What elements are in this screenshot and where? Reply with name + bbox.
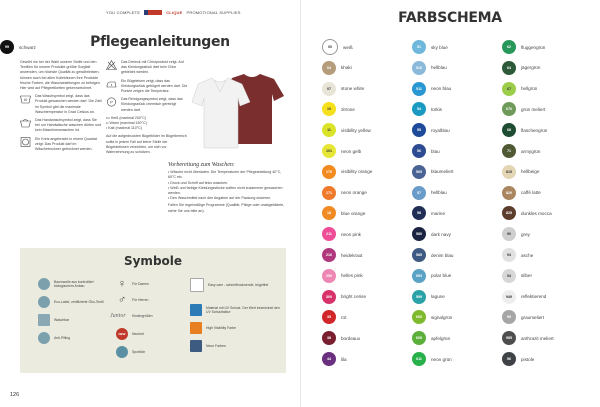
symbol-item xyxy=(190,340,282,352)
pflege-left-column xyxy=(20,60,102,155)
color-dot: 00 xyxy=(322,39,338,55)
care-row xyxy=(106,97,188,113)
symbol-item xyxy=(38,296,108,308)
color-swatch xyxy=(502,352,534,366)
color-swatch xyxy=(322,186,367,200)
wash-40-icon xyxy=(20,94,31,104)
color-name: türkis xyxy=(431,106,442,112)
care-text: Ein Bügeleisen zeigt, dass das Kleidungsstück gebügelt werden darf. Die Punkte zeigen die Temperatur. xyxy=(121,78,188,94)
color-swatch xyxy=(502,40,545,54)
color-dot: 56 xyxy=(412,144,426,158)
color-swatch xyxy=(322,82,364,96)
color-dot: 11 xyxy=(322,123,336,137)
header-right-text: PROMOTIONAL SUPPLIES xyxy=(186,9,241,15)
color-dot: 94 xyxy=(502,269,516,283)
color-dot: 04 xyxy=(322,61,336,75)
color-name: schwarz xyxy=(19,44,36,50)
color-dot: 600 xyxy=(412,310,426,324)
color-dot: 216 xyxy=(322,248,336,262)
color-name: visibility yellow xyxy=(341,127,371,133)
color-dot: 593 xyxy=(412,269,426,283)
color-dot: 101 xyxy=(322,144,336,158)
color-name: flaschengrün xyxy=(521,127,548,133)
header-strip xyxy=(106,8,241,16)
symbol-item xyxy=(38,314,108,326)
symbol-text: Waschbar xyxy=(54,317,70,322)
color-swatch xyxy=(502,331,554,345)
color-dot: 44 xyxy=(322,352,336,366)
color-dot: 611 xyxy=(412,352,426,366)
color-name: bright cerise xyxy=(341,294,367,300)
color-dot: 96 xyxy=(502,352,516,366)
color-name: neon grün xyxy=(431,356,452,362)
color-name: neon gelb xyxy=(341,148,362,154)
care-text: Das Reinigungssymbol zeigt, dass das Kleidungsstück chemisch gereinigt werden darf. xyxy=(121,97,183,112)
care-row xyxy=(106,79,188,95)
color-dot: 171 xyxy=(322,186,336,200)
color-name: marine xyxy=(431,210,446,216)
temps-note: Auf die aufgedruckten Bügelbilder im Bügelbereich sollte in jedem Fall auf keine Stelle der Bügelaktionen verzichten, um sich vor Wahrnehmung zu schützen. xyxy=(106,134,187,155)
color-name: denim blau xyxy=(431,252,454,258)
color-name: khaki xyxy=(341,65,352,71)
color-dot: 07 xyxy=(322,82,336,96)
color-swatch xyxy=(322,206,365,220)
symbol-text: High Visibility Farbe xyxy=(206,325,236,330)
color-name: grün meliert xyxy=(521,106,546,112)
symbol-text: Easy care - schnelltrocknende, bügelfrei xyxy=(208,282,269,287)
color-name: helles pink xyxy=(341,273,363,279)
color-name: asche xyxy=(521,252,534,258)
color-swatch xyxy=(322,290,366,304)
color-dot: 57 xyxy=(412,186,426,200)
sport-icon xyxy=(116,346,128,358)
wash-item: • Weiß und farbige Kleidungsstücke sollten nicht zusammen gewaschen werden. xyxy=(168,185,283,196)
symbol-item xyxy=(110,310,186,322)
new-icon: NEW xyxy=(116,328,128,340)
female-icon: ♀ xyxy=(117,278,127,290)
temp-line: ••• Heiß (maximal 200°C) xyxy=(106,115,147,120)
color-dot: 99 xyxy=(0,40,14,54)
care-row xyxy=(20,118,102,134)
color-name: sky blue xyxy=(431,44,448,50)
junior-icon: Junior xyxy=(110,313,126,319)
color-dot: 51 xyxy=(412,40,426,54)
symbol-text: Kindergrößen xyxy=(132,313,153,318)
color-name: blau xyxy=(431,148,440,154)
color-name: silber xyxy=(521,273,532,279)
symbol-text: Sportlich xyxy=(132,349,146,354)
color-dot: 676 xyxy=(502,102,516,116)
color-swatch xyxy=(502,123,547,137)
color-name: reflektierend xyxy=(521,294,547,300)
symbol-text: Für Damen xyxy=(132,281,149,286)
symbol-item xyxy=(190,322,282,334)
color-dot: 170 xyxy=(322,165,336,179)
color-dot: 71 xyxy=(502,144,516,158)
color-name: lila xyxy=(341,356,347,362)
color-name: pistole xyxy=(521,356,535,362)
color-swatch xyxy=(412,310,452,324)
color-name: jägergrün xyxy=(521,65,541,71)
eco-label-icon xyxy=(38,296,50,308)
color-swatch xyxy=(322,102,355,116)
color-swatch xyxy=(322,144,361,158)
color-swatch xyxy=(322,165,372,179)
color-name: stone white xyxy=(341,86,365,92)
color-dot: 825 xyxy=(502,206,516,220)
color-name: bordeaux xyxy=(341,335,361,341)
color-name: neon orange xyxy=(341,190,367,196)
male-icon: ♂ xyxy=(117,294,127,306)
color-swatch xyxy=(502,310,544,324)
color-swatch xyxy=(322,61,352,75)
color-dot: 820 xyxy=(502,186,516,200)
color-swatch xyxy=(412,144,440,158)
color-dot: 605 xyxy=(412,331,426,345)
color-dot: 55 xyxy=(412,123,426,137)
color-swatch xyxy=(322,40,353,54)
color-swatch xyxy=(322,123,371,137)
tshirts-image xyxy=(192,66,288,152)
color-name: zitrone xyxy=(341,106,355,112)
anti-pilling-icon xyxy=(38,332,50,344)
symbol-item xyxy=(190,278,282,292)
color-swatch xyxy=(502,82,537,96)
color-swatch xyxy=(412,227,451,241)
symbol-text: Neuheit xyxy=(132,331,144,336)
page-gutter xyxy=(300,0,301,407)
color-swatch xyxy=(502,206,552,220)
symbol-item xyxy=(190,304,282,316)
color-name: hellgrün xyxy=(521,86,538,92)
symbol-text: Neon Farben xyxy=(206,343,226,348)
symbol-item xyxy=(116,328,186,340)
color-name: apfelgrün xyxy=(431,335,451,341)
color-name: blue orange xyxy=(341,210,366,216)
color-name: hellblau xyxy=(431,65,447,71)
color-swatch xyxy=(502,290,546,304)
iron-icon xyxy=(106,79,117,89)
svg-text:P: P xyxy=(110,99,113,105)
color-dot: 64 xyxy=(502,61,516,75)
color-swatch xyxy=(412,165,453,179)
header-brand-text: CLIQUE xyxy=(166,9,183,15)
symbol-item xyxy=(116,346,186,358)
color-dot: 211 xyxy=(322,227,336,241)
care-row xyxy=(20,94,102,115)
color-name: neon pink xyxy=(341,231,361,237)
color-name: anthrazit meliert xyxy=(521,335,554,341)
color-name: fluggengrün xyxy=(521,44,546,50)
farbschema-title: FARBSCHEMA xyxy=(398,10,502,26)
high-visibility-icon xyxy=(190,322,202,334)
symbol-item xyxy=(38,332,108,344)
color-swatch xyxy=(412,352,452,366)
color-dot: 95 xyxy=(502,310,516,324)
color-name: blaumeliert xyxy=(431,169,454,175)
temp-line: • Kalt (maximal 110°C) xyxy=(106,126,142,131)
color-dot: 67 xyxy=(502,82,516,96)
color-swatch xyxy=(322,310,346,324)
color-dot: 565 xyxy=(412,165,426,179)
care-text: Ein Kreis angebracht in einem Quadrat zeigt: Das Produkt darf im Wäschetrockner getrocknet werden. xyxy=(35,136,97,152)
wash-footer: Fallen Sie regelmäßige Programme (Qualität, Pflege oder unabgebildete, siehe Sie uns bitte an). xyxy=(168,203,285,213)
color-dot: 58 xyxy=(412,206,426,220)
color-swatch xyxy=(502,102,545,116)
color-dot: 62 xyxy=(502,40,516,54)
color-dot: 300 xyxy=(322,290,336,304)
color-swatch xyxy=(502,248,533,262)
color-swatch xyxy=(412,186,447,200)
wash-item: • Wäsche nicht überladen. Die Temperaturen der Pflegeanleitung 40°C, 60°C etc. xyxy=(168,170,282,180)
color-swatch xyxy=(502,186,541,200)
color-dot: 949 xyxy=(502,290,516,304)
color-dot: 68 xyxy=(502,123,516,137)
color-swatch xyxy=(412,82,451,96)
color-swatch xyxy=(412,206,445,220)
color-dot: 511 xyxy=(412,82,426,96)
washable-icon xyxy=(38,314,50,326)
color-dot: 580 xyxy=(412,227,426,241)
color-name: hellbeige xyxy=(521,169,540,175)
symbole-box xyxy=(20,248,286,373)
wash-item: • Druck und Schrift auf links waschen. xyxy=(168,180,229,185)
color-swatch xyxy=(322,227,361,241)
no-bleach-icon xyxy=(106,60,117,70)
header-left-text: YOU COMPLETE xyxy=(106,9,141,15)
color-name: armygrün xyxy=(521,148,541,154)
page-number: 126 xyxy=(10,392,20,398)
brand-flag-icon xyxy=(144,10,162,15)
color-name: royalblau xyxy=(431,127,450,133)
color-swatch xyxy=(502,165,539,179)
color-name: caffè latte xyxy=(521,190,541,196)
pflege-intro: Gewöhl nie bei der Wahl unserer Stoffe und den Textilien für unsere Produkte größte Sorgfalt anwenden, um höchste Qualität zu gewährleisten, können auch bei allen Kollektionen Ihre Produkte frische Farben, die Waschanleitungen zu befolgen. Hier wird auf Pflegeetiketten gekennzeichnet. xyxy=(20,60,101,91)
tumble-dry-icon xyxy=(20,137,31,147)
color-dot: 510 xyxy=(412,61,426,75)
color-dot: 250 xyxy=(322,269,336,283)
pflege-mid-column xyxy=(106,60,188,158)
color-name: heidekraut xyxy=(341,252,363,258)
temp-line: •• Warm (maximal 150°C) xyxy=(106,121,147,126)
neon-icon xyxy=(190,340,202,352)
symbol-text: Für Herren xyxy=(132,297,149,302)
uv-protection-icon xyxy=(190,304,202,316)
color-dot: 815 xyxy=(502,165,516,179)
color-dot: 54 xyxy=(412,102,426,116)
easy-care-icon xyxy=(190,278,204,292)
color-swatch xyxy=(412,248,453,262)
color-name: weiß xyxy=(343,44,353,50)
symbol-text: Baumwolle aus kontrolliert biologischem Anbau xyxy=(54,279,94,288)
color-name: visibility orange xyxy=(341,169,373,175)
care-row xyxy=(106,60,188,76)
color-name: grey xyxy=(521,231,530,237)
svg-text:40: 40 xyxy=(23,98,28,103)
color-swatch xyxy=(412,290,445,304)
color-name: rot xyxy=(341,314,347,320)
color-swatch xyxy=(412,61,447,75)
color-swatch xyxy=(322,352,347,366)
color-dot: 35 xyxy=(322,310,336,324)
color-swatch xyxy=(322,248,362,262)
symbol-text: Eco-Label, zertifizierte Öko-Textil xyxy=(54,299,104,304)
care-text: Das Dreieck mit Chlorprodukt zeigt. Auf das Kleidungsstück darf kein Chlor gebleicht werden. xyxy=(121,60,184,75)
care-text: Das Handwaschsymbol zeigt, dass Sie bei nur Handwäsche waschen dürfen und kein Maschinenwaschen ist. xyxy=(35,118,102,133)
color-name: neon blau xyxy=(431,86,452,92)
color-swatch xyxy=(412,331,450,345)
color-dot: 90 xyxy=(502,227,516,241)
symbol-item xyxy=(116,278,186,290)
color-swatch xyxy=(412,102,442,116)
color-swatch xyxy=(0,40,36,54)
color-dot: 585 xyxy=(412,248,426,262)
pflege-title: Pflegeanleitungen xyxy=(90,34,230,50)
color-name: signalgrün xyxy=(431,314,453,320)
symbol-text: Anti-Pilling xyxy=(54,335,71,340)
color-dot: 955 xyxy=(502,331,516,345)
color-name: hellblau xyxy=(431,190,447,196)
dry-clean-icon xyxy=(106,97,117,107)
color-swatch xyxy=(322,269,363,283)
color-dot: 18 xyxy=(322,206,336,220)
color-swatch xyxy=(412,269,451,283)
care-row xyxy=(20,137,102,153)
wash-item: • Den Waschmittel nach den Angaben auf der Packung dosieren. xyxy=(168,196,272,201)
color-swatch xyxy=(322,331,360,345)
hand-wash-icon xyxy=(20,118,31,128)
color-dot: 38 xyxy=(322,331,336,345)
symbol-item xyxy=(116,294,186,306)
symbol-item xyxy=(38,278,108,290)
wash-box-title: Vorbereitung zum Waschen: xyxy=(168,162,235,168)
color-dot: 10 xyxy=(322,102,336,116)
color-swatch xyxy=(502,144,540,158)
color-dot: 94 xyxy=(502,248,516,262)
cotton-icon xyxy=(38,278,50,290)
wash-box xyxy=(168,163,286,214)
color-dot: 599 xyxy=(412,290,426,304)
color-name: lagune xyxy=(431,294,445,300)
color-name: polar blue xyxy=(431,273,452,279)
care-text: Das Waschsymbol zeigt, dass das Produkt gewaschen werden darf. Die Zahl im Symbol gibt die maximale Waschtemperatur in Grad Celsius an. xyxy=(35,94,102,114)
color-swatch xyxy=(502,61,540,75)
color-name: dark navy xyxy=(431,231,451,237)
color-swatch xyxy=(502,227,530,241)
color-swatch xyxy=(412,123,450,137)
color-swatch xyxy=(502,269,532,283)
color-name: dunkles mocca xyxy=(521,210,552,216)
symbol-text: Material mit UV Schutz. Der Wert bezeichnet den UV Schutzfaktor xyxy=(206,305,280,314)
color-name: graumeliert xyxy=(521,314,544,320)
color-swatch xyxy=(412,40,448,54)
symbole-title: Symbole xyxy=(123,254,183,268)
